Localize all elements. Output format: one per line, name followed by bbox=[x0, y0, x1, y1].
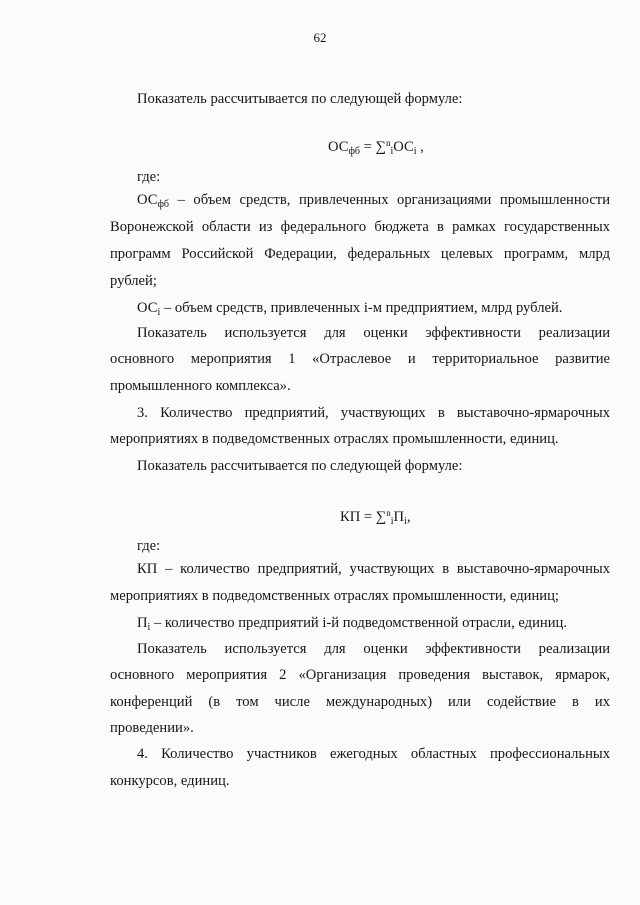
definition-p-i: $П_i$ – количество предприятий i-й подведомственной отрасли, единиц. bbox=[137, 615, 567, 633]
usage-2-line-4: проведении». bbox=[110, 720, 194, 736]
definition-kp-line-2: мероприятиях в подведомственных отраслях промышленности, единиц; bbox=[110, 588, 559, 604]
item-3-line-1: 3. Количество предприятий, участвующих в выставочно-ярмарочных bbox=[137, 405, 610, 421]
formula-os-fb: $ОС_{фб} = \sum^n_iОС_i$ , bbox=[328, 138, 424, 157]
usage-2-line-2: основного мероприятия 2 «Организация проведения выставок, ярмарок, bbox=[110, 667, 610, 683]
page-number: 62 bbox=[313, 30, 327, 45]
definition-os-i: $ОС_i$ – объем средств, привлеченных i-м предприятием, млрд рублей. bbox=[137, 300, 563, 318]
definition-os-fb-line-4: рублей; bbox=[110, 273, 157, 289]
definition-os-fb-line-1: $ОС_{фб}$ – объем средств, привлеченных организациями промышленности bbox=[137, 192, 610, 210]
paragraph-formula-intro-1: Показатель рассчитывается по следующей формуле: bbox=[137, 91, 463, 107]
item-4-line-1: 4. Количество участников ежегодных областных профессиональных bbox=[137, 746, 610, 762]
usage-1-line-1: Показатель используется для оценки эффективности реализации bbox=[137, 325, 610, 341]
definition-kp-line-1: КП – количество предприятий, участвующих в выставочно-ярмарочных bbox=[137, 561, 610, 577]
item-3-line-2: мероприятиях в подведомственных отраслях промышленности, единиц. bbox=[110, 431, 559, 447]
definition-os-fb-line-3: программ Российской Федерации, федеральных целевых программ, млрд bbox=[110, 246, 610, 262]
item-4-line-2: конкурсов, единиц. bbox=[110, 773, 230, 789]
definition-os-fb-line-2: Воронежской области из федерального бюджета в рамках государственных bbox=[110, 219, 610, 235]
where-label-1: где: bbox=[137, 169, 161, 185]
usage-1-line-2: основного мероприятия 1 «Отраслевое и территориальное развитие bbox=[110, 351, 610, 367]
usage-2-line-1: Показатель используется для оценки эффективности реализации bbox=[137, 641, 610, 657]
usage-1-line-3: промышленного комплекса». bbox=[110, 378, 291, 394]
paragraph-formula-intro-2: Показатель рассчитывается по следующей формуле: bbox=[137, 458, 463, 474]
formula-kp: КП = $\sum^n_iП_i$, bbox=[340, 508, 411, 527]
usage-2-line-3: конференций (в том числе международных) или содействие в их bbox=[110, 694, 610, 710]
where-label-2: где: bbox=[137, 538, 161, 554]
